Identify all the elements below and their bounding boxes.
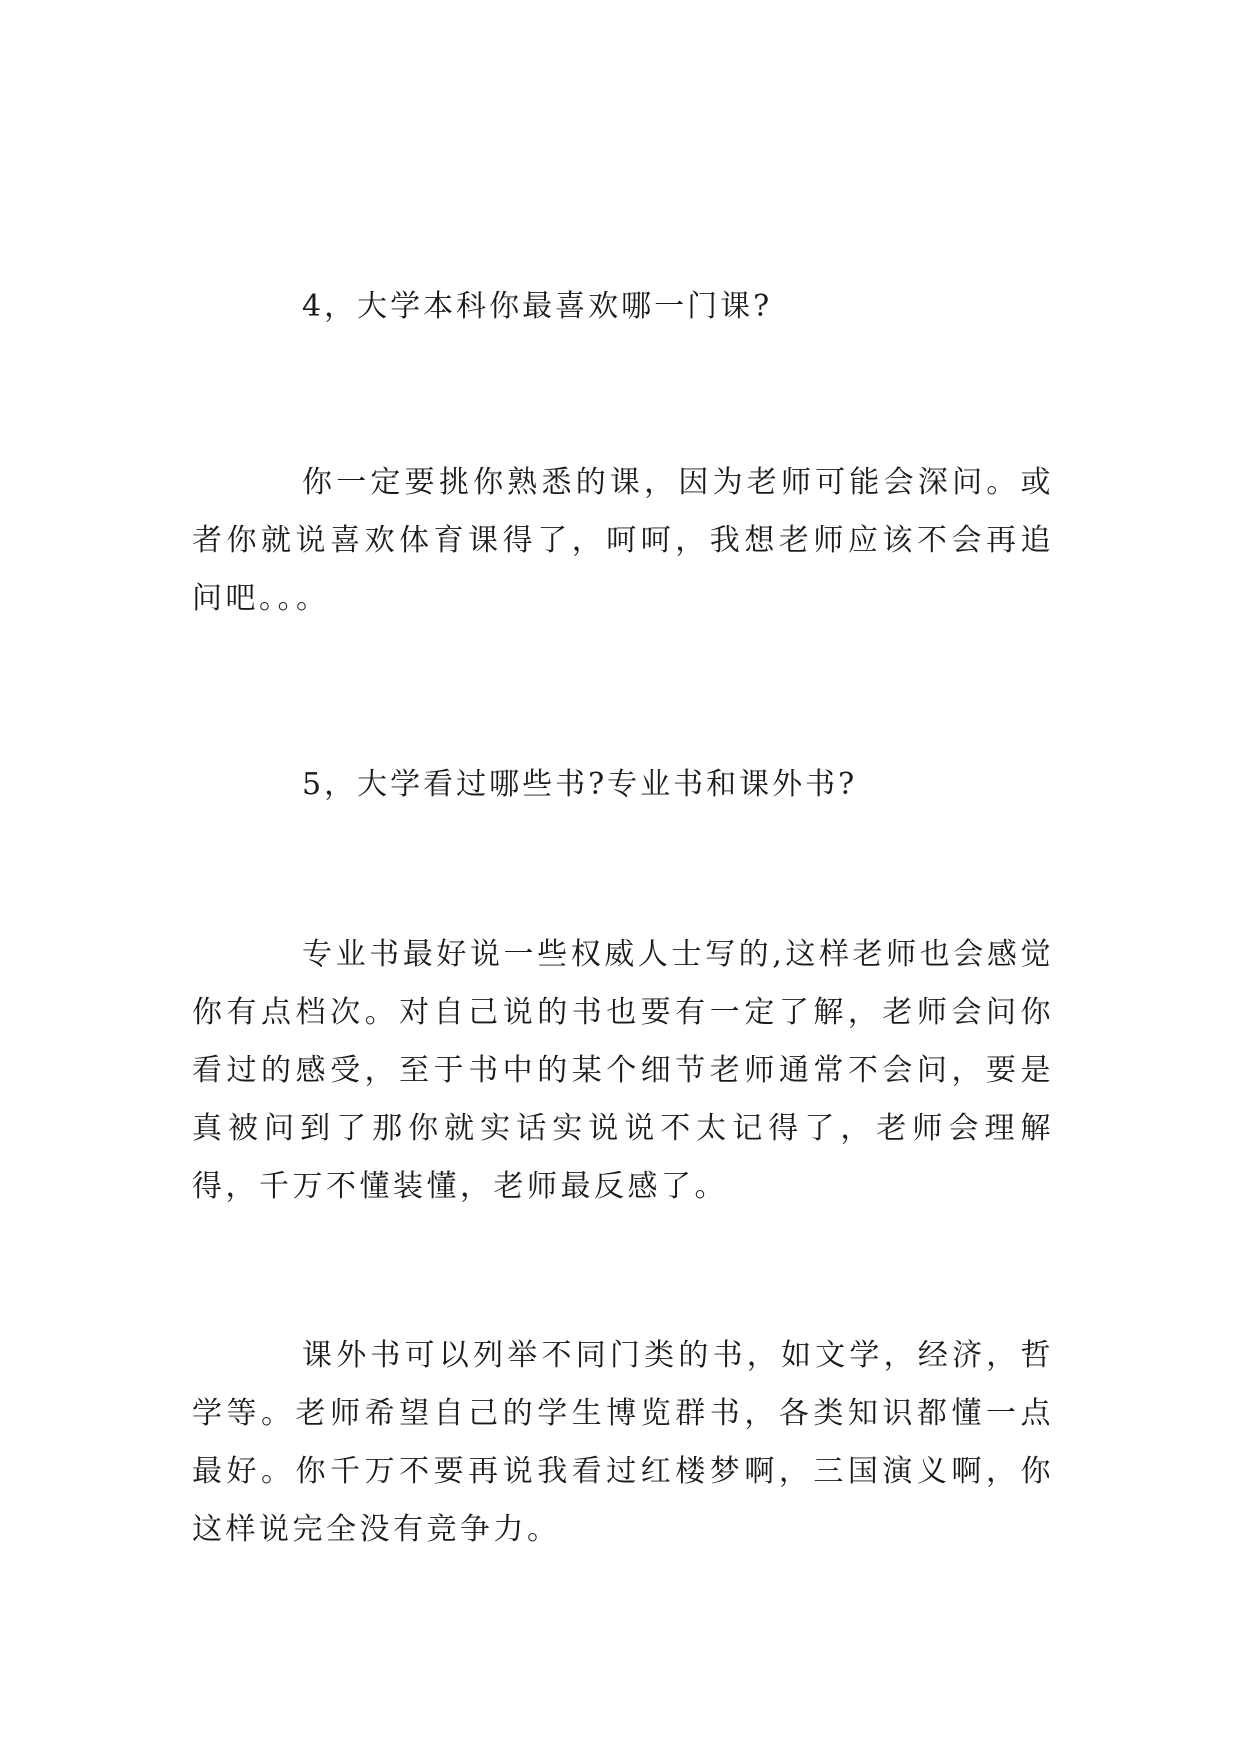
answer-4-paragraph: 你一定要挑你熟悉的课，因为老师可能会深问。或者你就说喜欢体育课得了，呵呵，我想老师应该不会再追问吧。。。 [192, 465, 1054, 616]
answer-5-paragraph-extracurricular-books: 课外书可以列举不同门类的书，如文学，经济，哲学等。老师希望自己的学生博览群书，各类知识都懂一点最好。你千万不要再说我看过红楼梦啊，三国演义啊，你这样说完全没有竞争力。 [192, 1338, 1054, 1547]
answer-5-paragraph-professional-books: 专业书最好说一些权威人士写的,这样老师也会感觉你有点档次。对自己说的书也要有一定了解，老师会问你看过的感受，至于书中的某个细节老师通常不会问，要是真被问到了那你就实话实说说不太记得了，老师会理解得，千万不懂装懂，老师最反感了。 [192, 937, 1054, 1204]
question-5-heading: 5，大学看过哪些书?专业书和课外书? [302, 767, 858, 802]
question-4-heading: 4，大学本科你最喜欢哪一门课? [302, 289, 773, 324]
